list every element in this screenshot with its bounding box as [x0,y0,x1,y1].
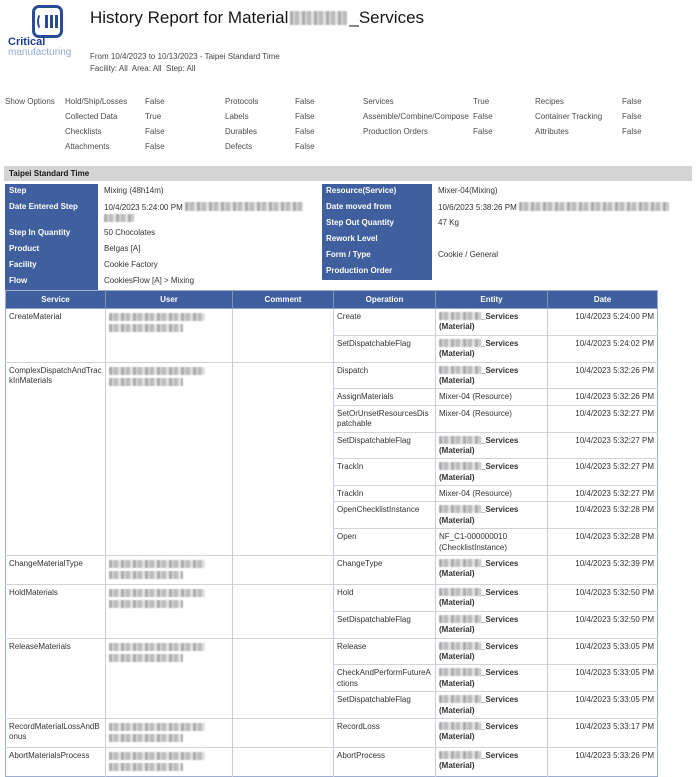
operation-cell: Hold [334,585,436,612]
entity-material: _Services (Material) [439,614,519,635]
history-row [6,309,658,336]
detail-value [98,200,303,226]
comment-cell [233,747,334,776]
detail-value [432,200,669,216]
redacted-text [104,214,134,222]
entity-material: _Services (Material) [439,462,519,482]
redacted-text [439,722,481,730]
detail-value [98,274,194,290]
entity-cell [436,432,548,459]
service-cell: ReleaseMaterials [6,638,106,718]
redacted-text [439,462,481,470]
date-cell: 10/4/2023 5:32:50 PM [548,611,658,638]
detail-value-text: Belgas [A] [104,244,141,253]
operation-cell: RecordLoss [334,718,436,747]
redacted-text [439,366,481,374]
date-cell: 10/4/2023 5:32:28 PM [548,529,658,556]
detail-value [432,264,438,280]
redacted-text [109,378,183,386]
redacted-text [439,695,481,703]
entity-cell [436,665,548,692]
redacted-text [109,367,205,375]
show-option-name: Durables [225,127,258,136]
operation-cell: Open [334,529,436,556]
logo-bar-icon [55,15,58,28]
comment-cell [233,718,334,747]
detail-label: Product [5,242,98,258]
detail-label: Step Out Quantity [322,216,432,232]
timezone-bar: Taipei Standard Time [4,166,692,181]
entity-cell [436,638,548,665]
brand-manufacturing: manufacturing [8,47,72,58]
redacted-text [109,654,183,662]
history-row [6,638,658,665]
redacted-text [109,313,205,321]
redacted-text [439,339,481,347]
logo-bar-icon [50,15,53,28]
entity-cell: Mixer-04 (Resource) [436,486,548,502]
date-cell: 10/4/2023 5:32:50 PM [548,585,658,612]
operation-cell: Dispatch [334,362,436,389]
detail-value-text: 10/6/2023 5:38:26 PM [438,203,517,212]
operation-cell: SetOrUnsetResourcesDispatchable [334,405,436,432]
date-cell: 10/4/2023 5:32:27 PM [548,432,658,459]
show-option-name: Container Tracking [535,112,603,121]
history-row [6,747,658,776]
detail-value [98,184,164,200]
date-cell: 10/4/2023 5:32:26 PM [548,362,658,389]
show-option-value: False [622,127,642,136]
redacted-text [439,642,481,650]
entity-cell [436,692,548,719]
history-table [5,290,658,777]
entity-cell [436,309,548,336]
detail-value [98,258,158,274]
show-option-name: Labels [225,112,249,121]
service-cell: RecordMaterialLossAndBonus [6,718,106,747]
detail-label: Form / Type [322,248,432,264]
redacted-text [439,668,481,676]
history-column-header: Service [6,291,106,309]
redacted-text [109,734,183,742]
date-cell: 10/4/2023 5:32:39 PM [548,556,658,585]
history-column-header: User [106,291,233,309]
show-option-value: False [473,127,493,136]
detail-row [322,200,669,216]
detail-value [98,242,140,258]
operation-cell: SetDispatchableFlag [334,335,436,362]
show-option-name: Attachments [65,142,110,151]
page-title [90,8,424,28]
operation-cell: SetDispatchableFlag [334,611,436,638]
show-option-value: False [295,127,315,136]
detail-row [5,184,303,200]
date-cell: 10/4/2023 5:32:27 PM [548,486,658,502]
detail-row [5,242,303,258]
show-option-name: Collected Data [65,112,118,121]
detail-value-text: 50 Chocolates [104,228,156,237]
entity-cell [436,502,548,529]
comment-cell [233,556,334,585]
entity-cell: Mixer-04 (Resource) [436,389,548,405]
redacted-text [185,202,303,211]
operation-cell: AbortProcess [334,747,436,776]
operation-cell: Release [334,638,436,665]
redacted-text [439,436,481,444]
detail-value-text: CookiesFlow [A] > Mixing [104,276,195,285]
operation-cell: AssignMaterials [334,389,436,405]
entity-cell [436,459,548,486]
redacted-text [439,559,481,567]
history-row [6,556,658,585]
history-row [6,362,658,389]
show-option-name: Services [363,97,394,106]
redacted-text [439,751,481,759]
date-cell: 10/4/2023 5:33:05 PM [548,665,658,692]
entity-material: _Services (Material) [439,505,519,525]
user-cell [106,309,233,363]
show-option-name: Recipes [535,97,564,106]
detail-row [322,248,669,264]
detail-row [5,226,303,242]
redacted-text [439,505,481,513]
entity-material: _Services (Material) [439,312,519,332]
detail-label: Resource(Service) [322,184,432,200]
show-option-value: True [473,97,490,106]
entity-material: _Services (Material) [439,588,519,608]
redacted-text [109,763,183,771]
operation-cell: SetDispatchableFlag [334,692,436,719]
detail-label: Date Entered Step [5,200,98,226]
detail-value [432,216,459,232]
entity-material: _Services (Material) [439,365,519,385]
detail-value [432,184,498,200]
show-option-value: False [473,112,493,121]
history-column-header: Date [548,291,658,309]
redacted-text [109,571,183,579]
report-date-range: From 10/4/2023 to 10/13/2023 - Taipei Standard Time [90,52,280,61]
service-cell: CreateMaterial [6,309,106,363]
report-scope: Facility: All Area: All Step: All [90,64,196,73]
show-option-value: False [622,112,642,121]
entity-cell [436,747,548,776]
detail-label: Date moved from [322,200,432,216]
title-suffix: _Services [349,8,425,27]
redacted-text [104,214,303,223]
user-cell [106,585,233,639]
detail-row [322,232,669,248]
show-options-label: Show Options [5,97,55,106]
show-option-name: Checklists [65,127,102,136]
detail-row [5,274,303,290]
date-cell: 10/4/2023 5:24:00 PM [548,309,658,336]
date-cell: 10/4/2023 5:32:28 PM [548,502,658,529]
operation-cell: CheckAndPerformFutureActions [334,665,436,692]
show-option-value: False [145,142,165,151]
brand-critical: Critical [8,36,46,48]
user-cell [106,638,233,718]
show-option-name: Attributes [535,127,569,136]
show-option-name: Production Orders [363,127,428,136]
redacted-text [109,643,205,651]
detail-label: Rework Level [322,232,432,248]
detail-value [98,226,155,242]
user-cell [106,747,233,776]
service-cell: HoldMaterials [6,585,106,639]
entity-cell: Mixer-04 (Resource) [436,405,548,432]
show-option-value: False [295,97,315,106]
redacted-text [109,324,183,332]
entity-material: _Services (Material) [439,338,519,359]
show-option-value: False [295,112,315,121]
date-cell: 10/4/2023 5:32:27 PM [548,405,658,432]
detail-row [5,258,303,274]
entity-cell: NF_C1-000000010 (ChecklistInstance) [436,529,548,556]
operation-cell: OpenChecklistInstance [334,502,436,529]
comment-cell [233,362,334,555]
show-option-value: False [145,127,165,136]
detail-row [322,264,669,280]
step-details-right [322,184,669,280]
entity-material: _Services (Material) [439,641,519,661]
redacted-text [109,560,205,568]
redacted-text [439,588,481,596]
entity-material: _Services (Material) [439,721,519,742]
operation-cell: TrackIn [334,486,436,502]
step-details-left [5,184,303,290]
detail-value-text: Mixing (48h14m) [104,186,164,195]
redacted-text [109,589,205,597]
detail-value [432,248,498,264]
entity-material: _Services (Material) [439,750,519,771]
detail-label: Flow [5,274,98,290]
date-cell: 10/4/2023 5:32:27 PM [548,459,658,486]
show-option-name: Protocols [225,97,259,106]
user-cell [106,362,233,555]
redacted-text [109,752,205,760]
entity-cell [436,335,548,362]
show-option-value: False [622,97,642,106]
show-option-name: Defects [225,142,253,151]
show-option-name: Assemble/Combine/Compose [363,112,469,121]
date-cell: 10/4/2023 5:33:05 PM [548,638,658,665]
history-column-header: Entity [436,291,548,309]
redacted-text [109,600,183,608]
service-cell: ComplexDispatchAndTrackInMaterials [6,362,106,555]
entity-material: _Services (Material) [439,559,519,579]
detail-value-text: Mixer-04(Mixing) [438,186,498,195]
logo-bar-icon [45,15,48,28]
entity-material: _Services (Material) [439,435,519,455]
entity-cell [436,556,548,585]
critical-manufacturing-logo-icon [32,5,63,38]
redacted-material-name [290,11,347,25]
entity-cell [436,362,548,389]
detail-value [432,232,438,248]
comment-cell [233,585,334,639]
user-cell [106,556,233,585]
redacted-text [439,312,481,320]
date-cell: 10/4/2023 5:24:02 PM [548,335,658,362]
show-option-name: Hold/Ship/Losses [65,97,128,106]
user-cell [106,718,233,747]
service-cell: ChangeMaterialType [6,556,106,585]
service-cell: AbortMaterialsProcess [6,747,106,776]
history-column-header: Comment [233,291,334,309]
detail-value-text: 10/4/2023 5:24:00 PM [104,203,183,212]
redacted-text [519,202,669,211]
detail-label: Production Order [322,264,432,280]
comment-cell [233,309,334,363]
show-option-value: True [145,112,162,121]
entity-cell [436,611,548,638]
operation-cell: SetDispatchableFlag [334,432,436,459]
show-option-value: False [295,142,315,151]
history-row [6,718,658,747]
detail-label: Facility [5,258,98,274]
redacted-text [439,615,481,623]
entity-cell [436,718,548,747]
title-prefix: History Report for Material [90,8,289,27]
show-option-value: False [145,97,165,106]
operation-cell: ChangeType [334,556,436,585]
detail-label: Step In Quantity [5,226,98,242]
operation-cell: TrackIn [334,459,436,486]
date-cell: 10/4/2023 5:33:17 PM [548,718,658,747]
history-table-header [6,291,658,309]
entity-material: _Services (Material) [439,668,519,688]
detail-label: Step [5,184,98,200]
detail-row [322,184,669,200]
date-cell: 10/4/2023 5:33:26 PM [548,747,658,776]
detail-value-text: Cookie Factory [104,260,158,269]
date-cell: 10/4/2023 5:33:05 PM [548,692,658,719]
detail-row [322,216,669,232]
redacted-text [109,723,205,731]
history-row [6,585,658,612]
detail-value-text: Cookie / General [438,250,499,259]
entity-cell [436,585,548,612]
detail-value-text: 47 Kg [438,218,459,227]
comment-cell [233,638,334,718]
date-cell: 10/4/2023 5:32:26 PM [548,389,658,405]
detail-row [5,200,303,226]
entity-material: _Services (Material) [439,695,519,715]
operation-cell: Create [334,309,436,336]
history-column-header: Operation [334,291,436,309]
